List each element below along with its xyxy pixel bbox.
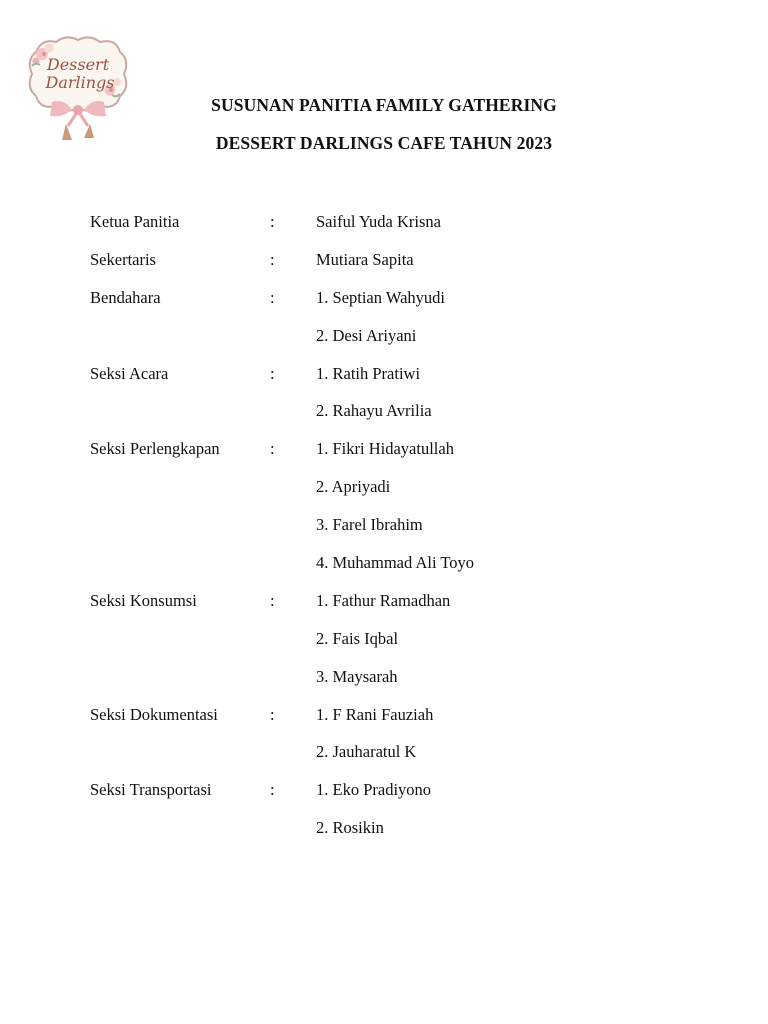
committee-role: Seksi Acara (90, 363, 169, 383)
committee-role: Seksi Konsumsi (90, 590, 197, 610)
committee-row (0, 515, 768, 553)
committee-row (0, 401, 768, 439)
committee-row (0, 553, 768, 591)
committee-member: 1. F Rani Fauziah (316, 704, 434, 724)
committee-row (0, 780, 768, 818)
committee-role: Ketua Panitia (90, 212, 180, 231)
committee-separator: : (270, 780, 275, 800)
committee-member: 4. Muhammad Ali Toyo (316, 553, 475, 573)
committee-separator: : (270, 287, 275, 307)
committee-row (0, 250, 768, 288)
committee-separator: : (270, 439, 275, 459)
svg-text:Dessert: Dessert (46, 55, 110, 74)
committee-member: 1. Septian Wahyudi (316, 287, 445, 307)
committee-member: 1. Fikri Hidayatullah (316, 439, 454, 459)
committee-row (0, 818, 768, 856)
committee-role: Sekertaris (90, 249, 156, 269)
committee-row (0, 477, 768, 515)
committee-row (0, 705, 768, 743)
committee-separator: : (270, 249, 275, 269)
committee-separator: : (270, 212, 275, 231)
committee-member: 3. Maysarah (316, 666, 398, 686)
committee-member: 1. Fathur Ramadhan (316, 590, 451, 610)
committee-member: Saiful Yuda Krisna (316, 212, 441, 231)
committee-member: 2. Rosikin (316, 818, 384, 838)
committee-member: 2. Rahayu Avrilia (316, 401, 432, 421)
committee-role: Bendahara (90, 287, 161, 307)
committee-row (0, 212, 768, 250)
committee-member: 3. Farel Ibrahim (316, 515, 423, 535)
page-title: SUSUNAN PANITIA FAMILY GATHERING (211, 95, 557, 115)
committee-separator: : (270, 590, 275, 610)
committee-row (0, 326, 768, 364)
committee-role: Seksi Perlengkapan (90, 439, 220, 459)
committee-list (0, 212, 768, 856)
committee-row (0, 742, 768, 780)
page-subtitle: DESSERT DARLINGS CAFE TAHUN 2023 (215, 133, 553, 153)
dessert-darlings-logo (22, 30, 134, 142)
committee-member: 1. Ratih Pratiwi (316, 363, 421, 383)
committee-member: Mutiara Sapita (316, 249, 414, 269)
committee-member: 2. Fais Iqbal (316, 628, 399, 648)
committee-member: 2. Apriyadi (316, 477, 391, 497)
committee-separator: : (270, 363, 275, 383)
committee-row (0, 629, 768, 667)
committee-row (0, 591, 768, 629)
committee-role: Seksi Dokumentasi (90, 704, 218, 724)
committee-row (0, 439, 768, 477)
committee-member: 2. Jauharatul K (316, 742, 417, 762)
committee-row (0, 288, 768, 326)
svg-text:Darlings: Darlings (45, 73, 115, 92)
committee-row (0, 667, 768, 705)
committee-member: 1. Eko Pradiyono (316, 780, 432, 800)
committee-member: 2. Desi Ariyani (316, 325, 417, 345)
committee-separator: : (270, 704, 275, 724)
committee-role: Seksi Transportasi (90, 780, 212, 800)
committee-row (0, 364, 768, 402)
